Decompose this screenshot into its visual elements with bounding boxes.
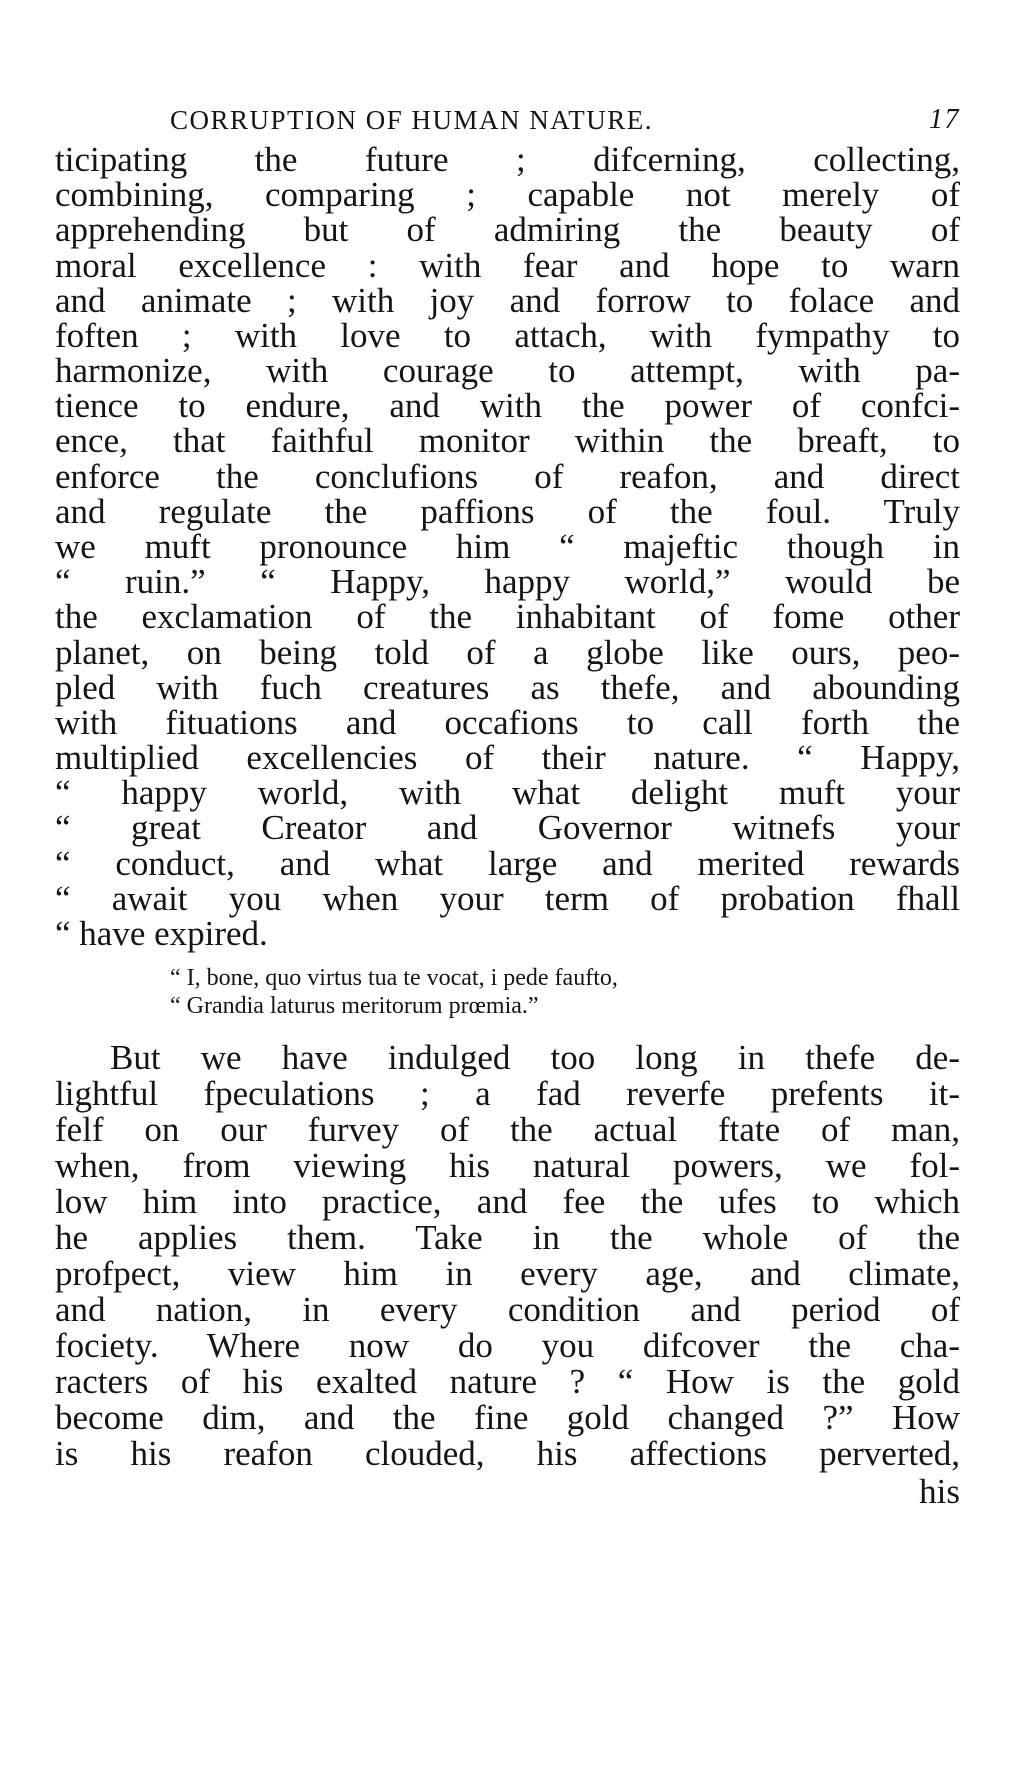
text-line: profpect, view him in every age, and climate, [55, 1254, 960, 1293]
text-line: moral excellence : with fear and hope to warn [55, 246, 960, 285]
text-line: we muft pronounce him “ majeftic though in [55, 527, 960, 566]
text-line: apprehending but of admiring the beauty of [55, 210, 960, 249]
text-line: “ have expired. [55, 914, 268, 953]
text-line: low him into practice, and fee the ufes to which [55, 1182, 960, 1221]
text-line: felf on our furvey of the actual ftate of man, [55, 1110, 960, 1149]
text-line: enforce the conclufions of reafon, and direct [55, 457, 960, 496]
text-line: is his reafon clouded, his affections perverted, [55, 1434, 960, 1473]
text-line: he applies them. Take in the whole of the [55, 1218, 960, 1257]
text-line: racters of his exalted nature ? “ How is the gold [55, 1362, 960, 1401]
text-line: and animate ; with joy and forrow to folace and [55, 281, 960, 320]
text-line: ticipating the future ; difcerning, collecting, [55, 140, 960, 179]
text-line: ence, that faithful monitor within the breaft, to [55, 421, 960, 460]
text-line: with fituations and occafions to call forth the [55, 703, 960, 742]
running-title: CORRUPTION OF HUMAN NATURE. [170, 105, 654, 135]
text-line: lightful fpeculations ; a fad reverfe prefents it- [55, 1074, 960, 1113]
text-line: become dim, and the fine gold changed ?” How [55, 1398, 960, 1437]
text-line: pled with fuch creatures as thefe, and abounding [55, 668, 960, 707]
text-line: “ ruin.” “ Happy, happy world,” would be [55, 562, 960, 601]
text-line: combining, comparing ; capable not merely of [55, 175, 960, 214]
latin-quotation-line: “ I, bone, quo virtus tua te vocat, i pede faufto, [170, 965, 618, 991]
text-line: and nation, in every condition and period of [55, 1290, 960, 1329]
text-line: harmonize, with courage to attempt, with pa- [55, 351, 960, 390]
text-line: “ happy world, with what delight muft your [55, 773, 960, 812]
text-line: and regulate the paffions of the foul. Truly [55, 492, 960, 531]
text-line: “ great Creator and Governor witnefs your [55, 808, 960, 847]
text-line: the exclamation of the inhabitant of fome other [55, 597, 960, 636]
running-head [170, 100, 960, 140]
page-number: 17 [929, 104, 960, 135]
catchword: his [919, 1472, 960, 1511]
text-line: “ conduct, and what large and merited rewards [55, 844, 960, 883]
text-line: foften ; with love to attach, with fympathy to [55, 316, 960, 355]
text-line: multiplied excellencies of their nature. “ Happy, [55, 738, 960, 777]
text-line: fociety. Where now do you difcover the cha- [55, 1326, 960, 1365]
paragraph-first-line: But we have indulged too long in thefe de- [110, 1038, 960, 1077]
text-line: “ await you when your term of probation fhall [55, 879, 960, 918]
latin-quotation-line: “ Grandia laturus meritorum prœmia.” [170, 993, 539, 1019]
text-line: planet, on being told of a globe like ours, peo- [55, 633, 960, 672]
text-line: tience to endure, and with the power of confci- [55, 386, 960, 425]
text-line: when, from viewing his natural powers, we fol- [55, 1146, 960, 1185]
